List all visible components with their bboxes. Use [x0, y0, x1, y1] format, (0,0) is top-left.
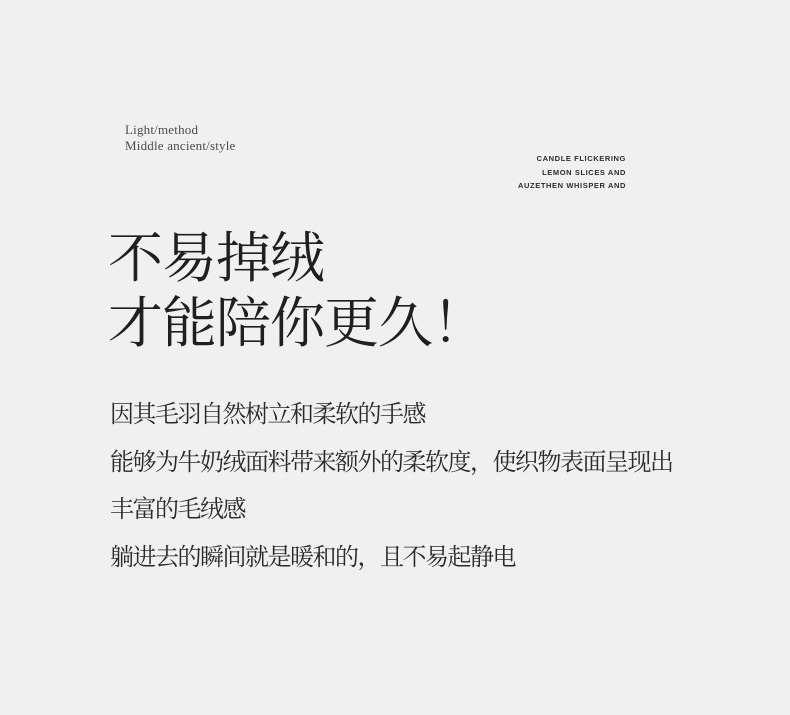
side-caption-line-2: LEMON SLICES AND	[542, 167, 626, 177]
heading-line-1: 不易掉绒	[108, 228, 325, 289]
main-heading	[108, 226, 486, 356]
body-line-3: 丰富的毛绒感	[110, 497, 245, 524]
side-caption-line-3: AUZETHEN WHISPER AND	[518, 181, 626, 190]
top-caption-line-2: Middle ancient/style	[125, 137, 236, 153]
side-caption	[518, 152, 626, 193]
top-caption-line-1: Light/method	[125, 122, 199, 137]
body-text	[110, 392, 673, 583]
body-line-1: 因其毛羽自然树立和柔软的手感	[110, 402, 425, 428]
side-caption-line-1: CANDLE FLICKERING	[536, 154, 626, 163]
top-caption	[125, 122, 236, 153]
body-line-2: 能够为牛奶绒面料带来额外的柔软度，使织物表面呈现出	[110, 449, 673, 476]
heading-line-2: 才能陪你更久！	[108, 293, 487, 354]
body-line-4: 躺进去的瞬间就是暖和的，且不易起静电	[110, 545, 515, 572]
